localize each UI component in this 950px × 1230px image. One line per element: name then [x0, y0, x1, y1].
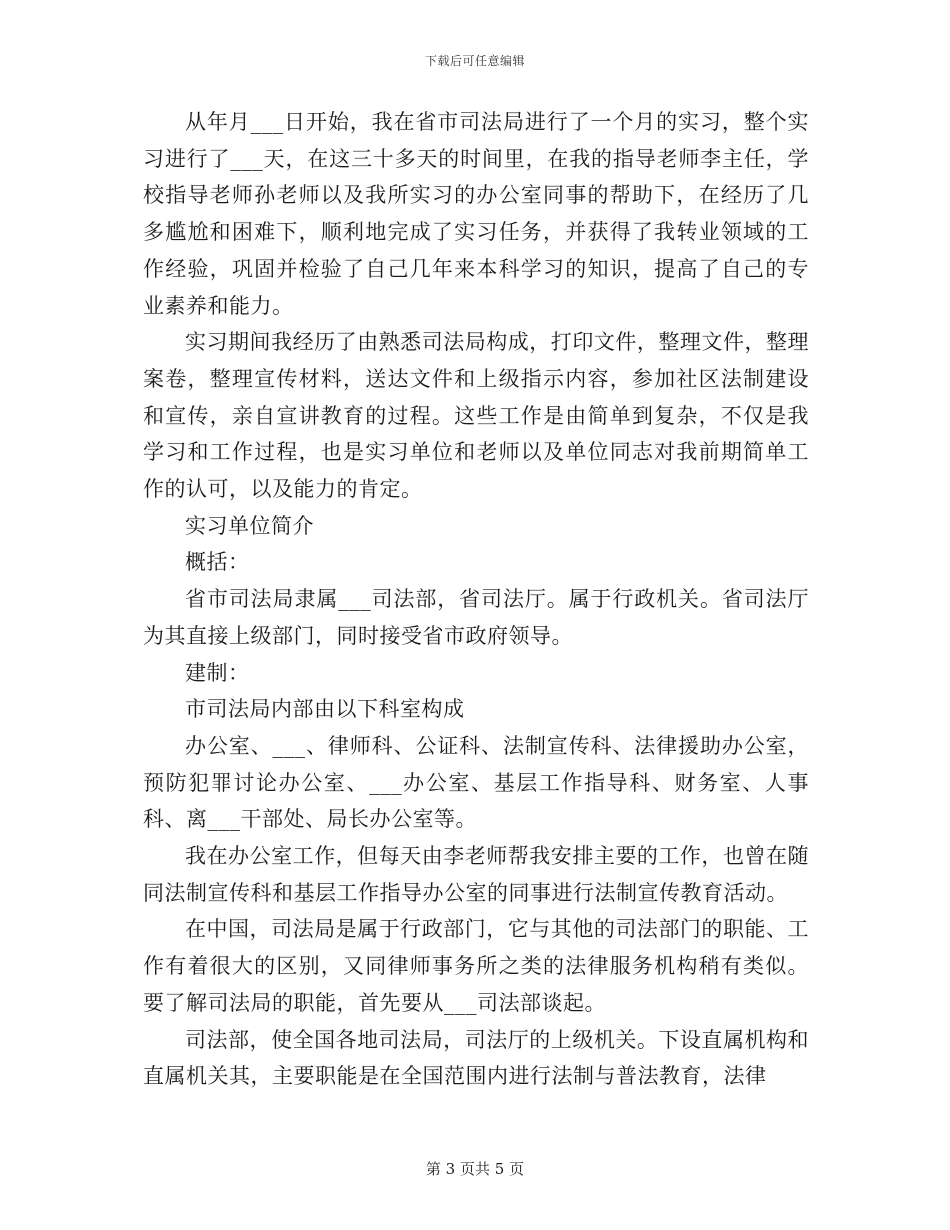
paragraph-my-work: 我在办公室工作，但每天由李老师帮我安排主要的工作，也曾在随同法制宣传科和基层工作指导办公室的同事进行法制宣传教育活动。	[143, 844, 809, 905]
page-header: 下载后可任意编辑	[424, 54, 525, 68]
section-heading-unit-intro: 实习单位简介	[185, 513, 314, 538]
document-body	[143, 104, 809, 1095]
paragraph-overview: 省市司法局隶属___司法部，省司法厅。属于行政机关。省司法厅为其直接上级部门，同时接受省市政府领导。	[143, 587, 809, 648]
paragraph-department-list: 办公室、___、律师科、公证科、法制宣传科、法律援助办公室，预防犯罪讨论办公室、___办公室、基层工作指导科、财务室、人事科、离___干部处、局长办公室等。	[143, 733, 809, 832]
page-number-footer: 第 3 页共 5 页	[425, 1160, 525, 1178]
paragraph-internship-intro: 从年月___日开始，我在省市司法局进行了一个月的实习，整个实习进行了___天，在这三十多天的时间里，在我的指导老师李主任，学校指导老师孙老师以及我所实习的办公室同事的帮助下，在经历了几多尴尬和困难下，顺利地完成了实习任务，并获得了我转业领域的工作经验，巩固并检验了自己几年来本科学习的知识，提高了自己的专业素养和能力。	[143, 110, 809, 318]
paragraph-internship-work: 实习期间我经历了由熟悉司法局构成，打印文件，整理文件，整理案卷，整理宣传材料，送达文件和上级指示内容，参加社区法制建设和宣传，亲自宣讲教育的过程。这些工作是由简单到复杂，不仅是我学习和工作过程，也是实习单位和老师以及单位同志对我前期简单工作的认可，以及能力的肯定。	[143, 330, 809, 502]
paragraph-bureau-function: 在中国，司法局是属于行政部门，它与其他的司法部门的职能、工作有着很大的区别，又同律师事务所之类的法律服务机构稍有类似。要了解司法局的职能，首先要从___司法部谈起。	[143, 917, 809, 1015]
paragraph-structure-intro: 市司法局内部由以下科室构成	[185, 697, 465, 722]
section-label-structure: 建制：	[185, 660, 250, 685]
paragraph-ministry: 司法部，使全国各地司法局，司法厅的上级机关。下设直属机构和直属机关其，主要职能是在全国范围内进行法制与普法教育，法律	[143, 1027, 809, 1089]
section-label-overview: 概括：	[185, 550, 250, 575]
